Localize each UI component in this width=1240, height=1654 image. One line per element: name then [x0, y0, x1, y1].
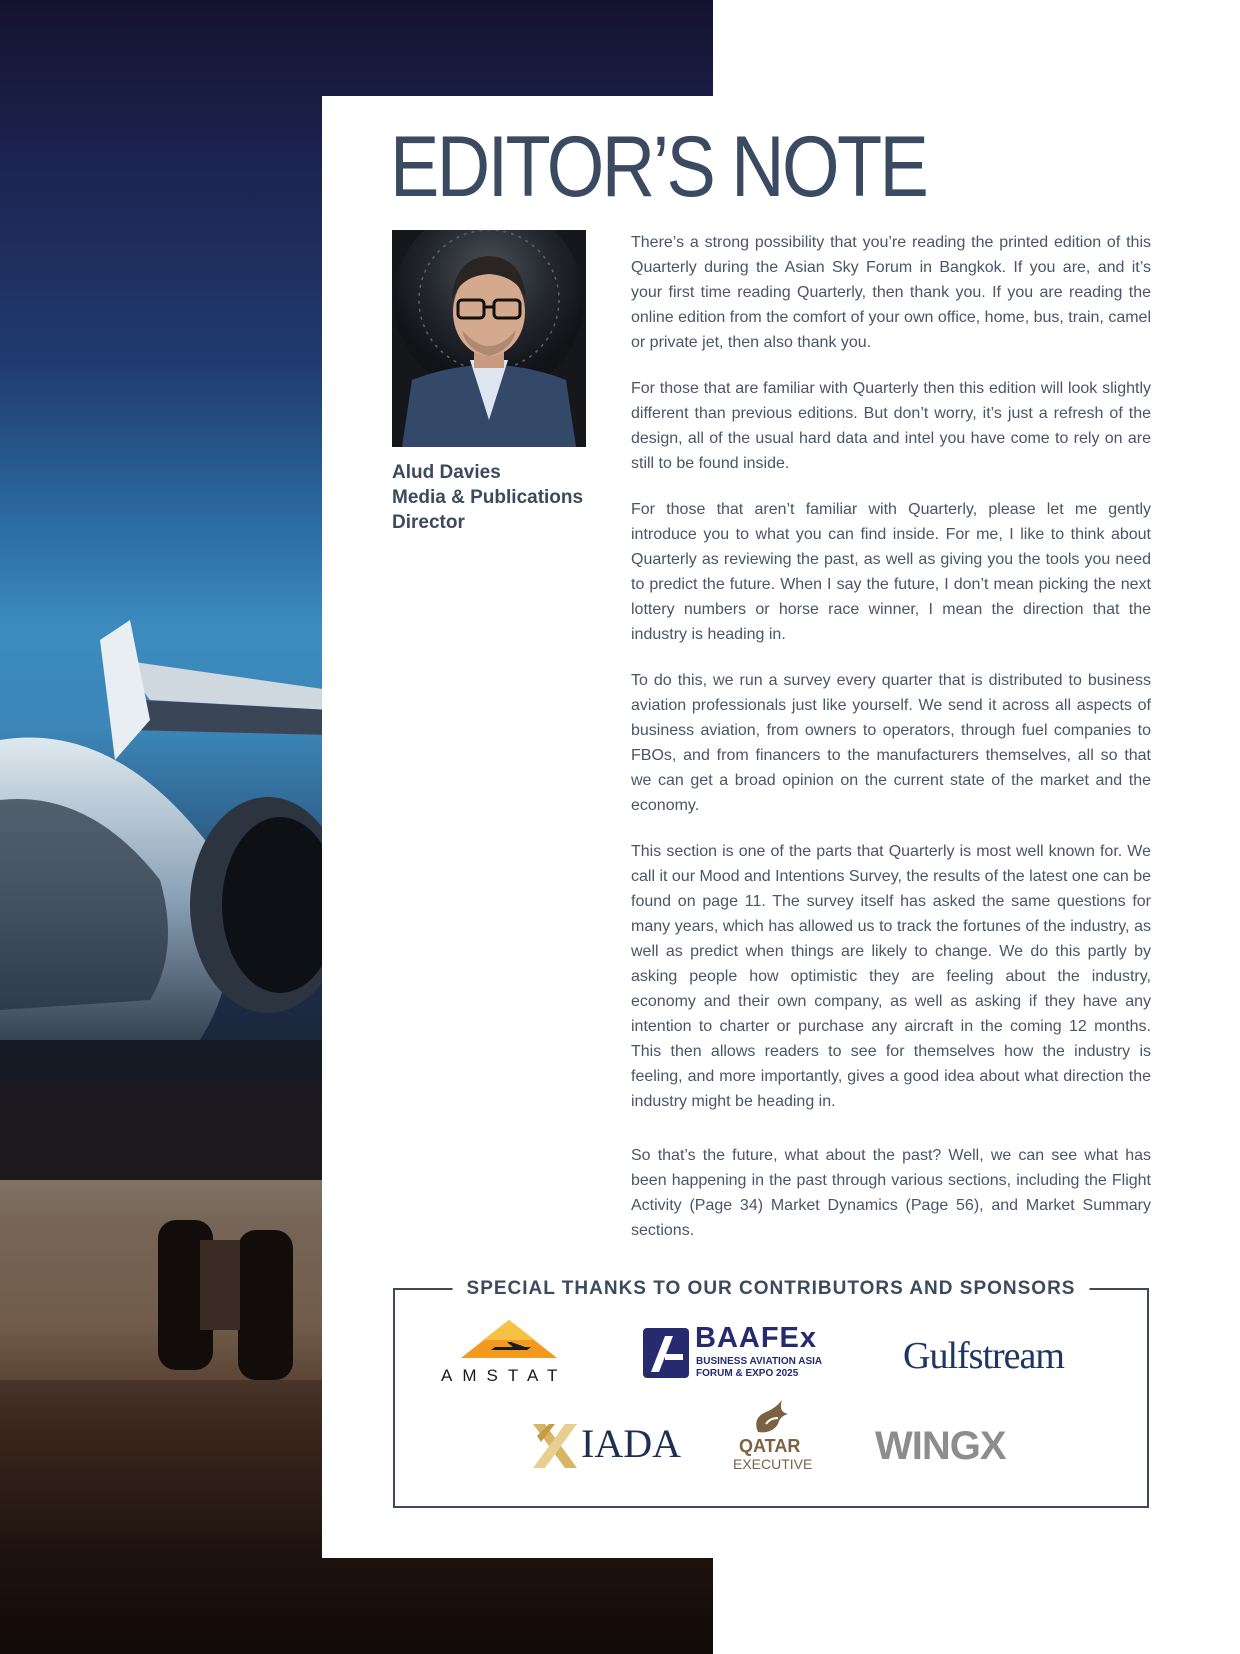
article-paragraph: There’s a strong possibility that you’re reading the printed edition of this Quarterly during the Asian Sky Forum in Bangkok. If you are, and it’s your first time reading Quarterly, then thank you. If you are reading the online edition from the comfort of your own office, home, bus, train, camel or private jet, then also thank you.	[631, 234, 1151, 351]
baafex-line1: BUSINESS AVIATION ASIA	[696, 1356, 823, 1367]
author-name: Alud Davies	[392, 462, 501, 483]
sponsors-box	[393, 1278, 1149, 1508]
author-portrait	[392, 230, 586, 447]
qatar-line2: EXECUTIVE	[733, 1456, 813, 1472]
baafex-name: BAAFEx	[695, 1322, 818, 1354]
qatar-line1: QATAR	[739, 1436, 801, 1456]
iada-logo	[531, 1422, 681, 1472]
amstat-triangle-icon	[439, 1320, 579, 1364]
article-paragraph: For those that aren’t familiar with Quarterly, please let me gently introduce you to what you can find inside. For me, I like to think about Quarterly as reviewing the past, as well as giving you the tools you need to predict the future. When I say the future, I don’t mean picking the next lottery numbers or horse race winner, I mean the direction that the industry is heading in.	[631, 501, 1151, 643]
article-paragraph: To do this, we run a survey every quarter that is distributed to business aviation professionals just like yourself. We send it across all aspects of business aviation, from owners to operators, through fuel companies to FBOs, and from financers to the manufacturers themselves, all so that we can get a broad opinion on the current state of the market and the economy.	[631, 672, 1151, 814]
author-role-line1: Media & Publications	[392, 487, 584, 508]
baafex-logo	[643, 1322, 843, 1382]
author-byline	[392, 460, 592, 535]
amstat-text: AMSTAT	[441, 1366, 568, 1385]
page-title: EDITOR’S NOTE	[390, 119, 927, 215]
article-paragraph: This section is one of the parts that Quarterly is most well known for. We call it our Mood and Intentions Survey, the results of the latest one can be found on page 11. The survey itself has asked the same questions for many years, which has allowed us to track the fortunes of the industry, as well as predict when things are likely to change. We do this partly by asking people how optimistic they are feeling about the industry, economy and their own company, as well as asking if they have any intention to charter or purchase any aircraft in the coming 12 months. This then allows readers to see for themselves how the industry is feeling, and more importantly, gives a good idea about what direction the industry might be heading in.	[631, 843, 1152, 1110]
article-paragraph: So that’s the future, what about the past? Well, we can see what has been happening in the past through various sections, including the Flight Activity (Page 34) Market Dynamics (Page 56), and Market Summary sections.	[631, 1147, 1151, 1239]
wingx-text: WINGX	[875, 1424, 1006, 1468]
iada-x-icon	[531, 1422, 579, 1470]
sponsors-title: SPECIAL THANKS TO OUR CONTRIBUTORS AND SPONSORS	[453, 1278, 1090, 1300]
article-body	[631, 230, 1151, 1264]
oryx-icon	[748, 1398, 798, 1436]
baafex-line2: FORUM & EXPO 2025	[696, 1368, 799, 1379]
baafex-mark-icon	[643, 1328, 689, 1378]
author-role-line2: Director	[392, 512, 465, 533]
amstat-logo	[439, 1320, 579, 1390]
article-paragraph: For those that are familiar with Quarterly then this edition will look slightly different than previous editions. But don’t worry, it’s just a refresh of the design, all of the usual hard data and intel you have come to rely on are still to be found inside.	[631, 380, 1151, 472]
iada-text: IADA	[581, 1421, 681, 1466]
wingx-logo	[875, 1424, 1025, 1468]
gulfstream-text: Gulfstream	[903, 1335, 1064, 1377]
gulfstream-logo	[903, 1334, 1113, 1378]
qatar-executive-logo	[733, 1398, 813, 1488]
